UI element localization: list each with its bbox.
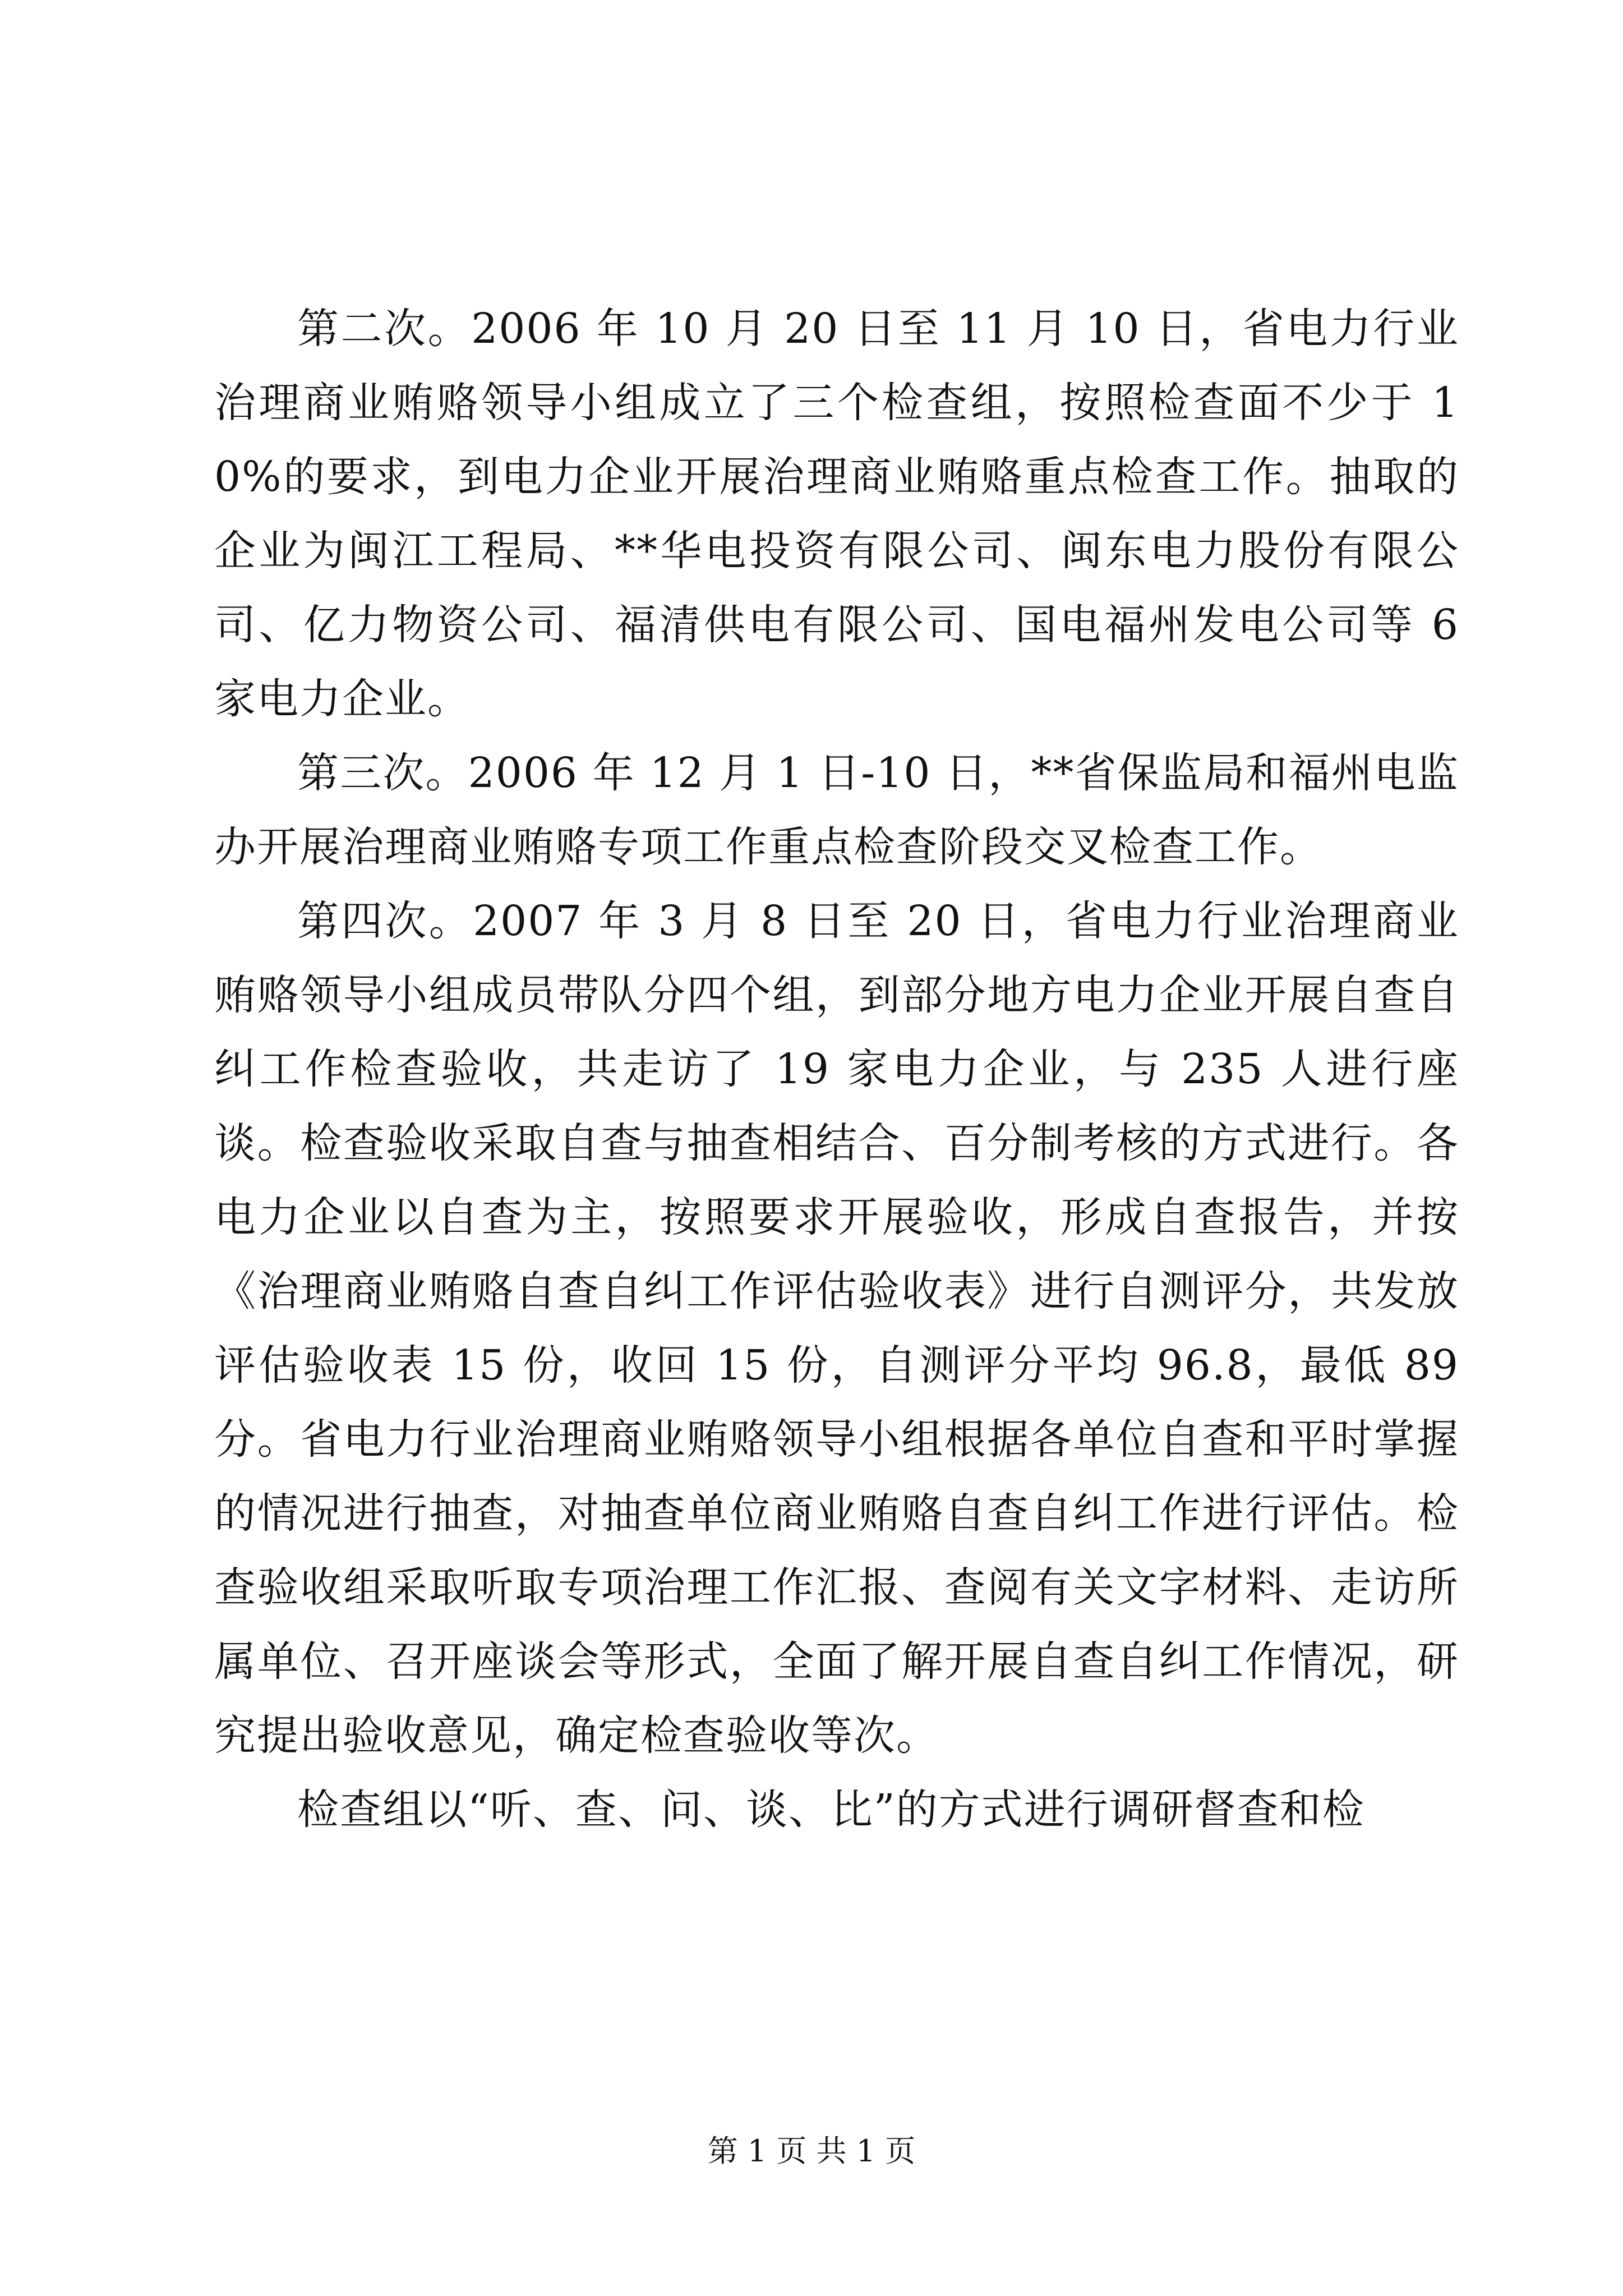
document-body xyxy=(214,292,1459,1847)
paragraph-inspection-method: 检查组以“听、查、问、谈、比”的方式进行调研督查和检 xyxy=(297,1786,1365,1834)
paragraph-third-inspection: 第三次。2006 年 12 月 1 日-10 日，**省保监局和福州电监办开展治理商业贿赂专项工作重点检查阶段交叉检查工作。 xyxy=(214,749,1459,871)
paragraph-second-inspection: 第二次。2006 年 10 月 20 日至 11 月 10 日，省电力行业治理商业贿赂领导小组成立了三个检查组，按照检查面不少于 10%的要求，到电力企业开展治理商业贿赂重点检查工作。抽取的企业为闽江工程局、**华电投资有限公司、闽东电力股份有限公司、亿力物资公司、福清供电有限公司、国电福州发电公司等 6 家电力企业。 xyxy=(214,305,1459,723)
page-footer: 第 1 页 共 1 页 xyxy=(707,2133,916,2169)
paragraph-fourth-inspection: 第四次。2007 年 3 月 8 日至 20 日，省电力行业治理商业贿赂领导小组成员带队分四个组，到部分地方电力企业开展自查自纠工作检查验收，共走访了 19 家电力企业，与 235 人进行座谈。检查验收采取自查与抽查相结合、百分制考核的方式进行。各电力企业以自查为主，按照要求开展验收，形成自查报告，并按《治理商业贿赂自查自纠工作评估验收表》进行自测评分，共发放评估验收表 15 份，收回 15 份，自测评分平均 96.8，最低 89 分。省电力行业治理商业贿赂领导小组根据各单位自查和平时掌握的情况进行抽查，对抽查单位商业贿赂自查自纠工作进行评估。检查验收组采取听取专项治理工作汇报、查阅有关文字材料、走访所属单位、召开座谈会等形式，全面了解开展自查自纠工作情况，研究提出验收意见，确定检查验收等次。 xyxy=(214,897,1459,1760)
